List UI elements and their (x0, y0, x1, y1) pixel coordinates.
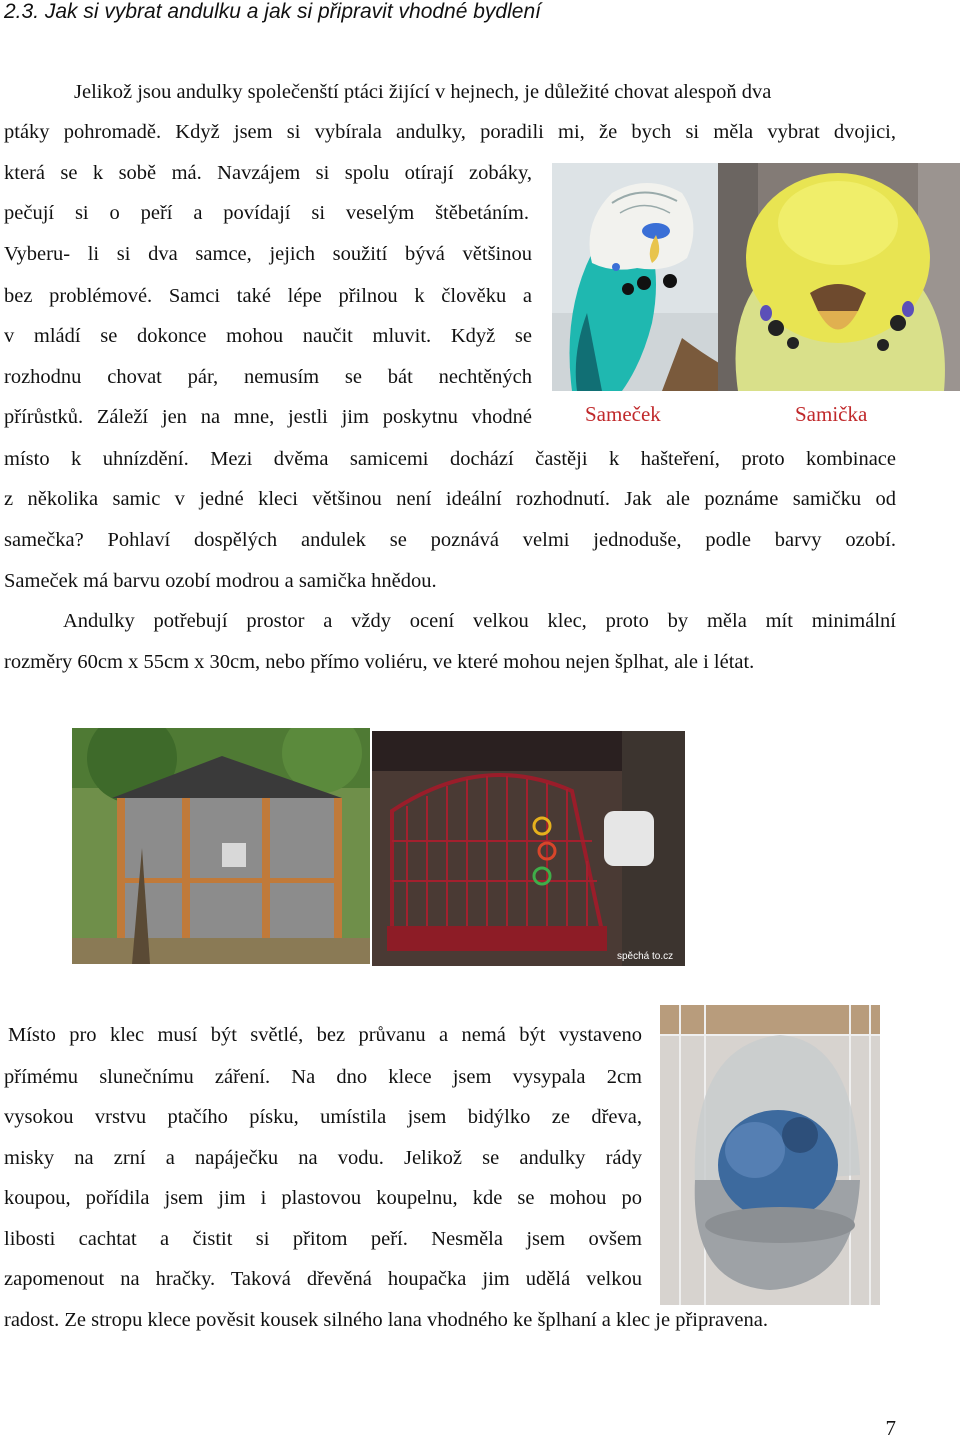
male-budgie-photo (552, 163, 719, 391)
female-caption: Samička (795, 402, 868, 426)
paragraph-line: Andulky potřebují prostor a vždy ocení velkou klec, proto by měla mít minimální (63, 610, 896, 632)
paragraph-line: Vyberu- li si dva samce, jejich soužití bývá většinou (4, 243, 532, 265)
paragraph-line: přímému slunečnímu záření. Na dno klece jsem vysypala 2cm (4, 1066, 642, 1088)
watermark-text: spěchá to.cz (617, 951, 674, 962)
paragraph-line: radost. Ze stropu klece pověsit kousek silného lana vhodného ke šplhaní a klec je připravena. (4, 1309, 768, 1331)
paragraph-line: samečka? Pohlaví dospělých andulek se poznává velmi jednoduše, podle barvy ozobí. (4, 529, 896, 551)
paragraph-line: z několika samic v jedné kleci většinou není ideální rozhodnutí. Jak ale poznáme samičku od (4, 488, 896, 510)
female-budgie-photo (718, 163, 960, 391)
paragraph-line: místo k uhnízdění. Mezi dvěma samicemi dochází častěji k hašteření, proto kombinace (4, 448, 896, 470)
paragraph-line: ptáky pohromadě. Když jsem si vybírala andulky, poradili mi, že bych si měla vybrat dvojici, (4, 121, 896, 143)
paragraph-line: zapomenout na hračky. Taková dřevěná houpačka jim udělá velkou (4, 1268, 642, 1290)
bird-bath-photo (660, 1005, 880, 1305)
paragraph-line: bez problémové. Samci také lépe přilnou k člověku a (4, 285, 532, 307)
paragraph-line: pečují si o peří a povídají si veselým štěbetáním. (4, 202, 529, 224)
paragraph-line: v mládí se dokonce mohou naučit mluvit. Když se (4, 325, 532, 347)
paragraph-line: vysokou vrstvu ptačího písku, umístila jsem bidýlko ze dřeva, (4, 1106, 642, 1128)
paragraph-line: Místo pro klec musí být světlé, bez průvanu a nemá být vystaveno (8, 1024, 642, 1046)
section-heading: 2.3. Jak si vybrat andulku a jak si připravit vhodné bydlení (4, 0, 541, 23)
male-caption: Sameček (585, 402, 661, 426)
paragraph-line: která se k sobě má. Navzájem si spolu otírají zobáky, (4, 162, 532, 184)
page-number: 7 (885, 1416, 896, 1440)
paragraph-line: Sameček má barvu ozobí modrou a samička hnědou. (4, 570, 437, 592)
paragraph-line: rozměry 60cm x 55cm x 30cm, nebo přímo voliéru, ve které mohou nejen šplhat, ale i létat. (4, 651, 755, 673)
paragraph-line: misky na zrní a napáječku na vodu. Jelikož se andulky rády (4, 1147, 642, 1169)
paragraph-line: koupou, pořídila jsem jim i plastovou koupelnu, kde se mohou po (4, 1187, 642, 1209)
paragraph-line: libosti cachtat a čistit si přitom peří. Nesměla jsem ovšem (4, 1228, 642, 1250)
paragraph-line: Jelikož jsou andulky společenští ptáci žijící v hejnech, je důležité chovat alespoň dva (74, 81, 772, 103)
aviary-photo (72, 728, 370, 964)
cage-photo (372, 731, 685, 966)
paragraph-line: rozhodnu chovat pár, nemusím se bát nechtěných (4, 366, 532, 388)
paragraph-line: přírůstků. Záleží jen na mne, jestli jim poskytnu vhodné (4, 406, 532, 428)
